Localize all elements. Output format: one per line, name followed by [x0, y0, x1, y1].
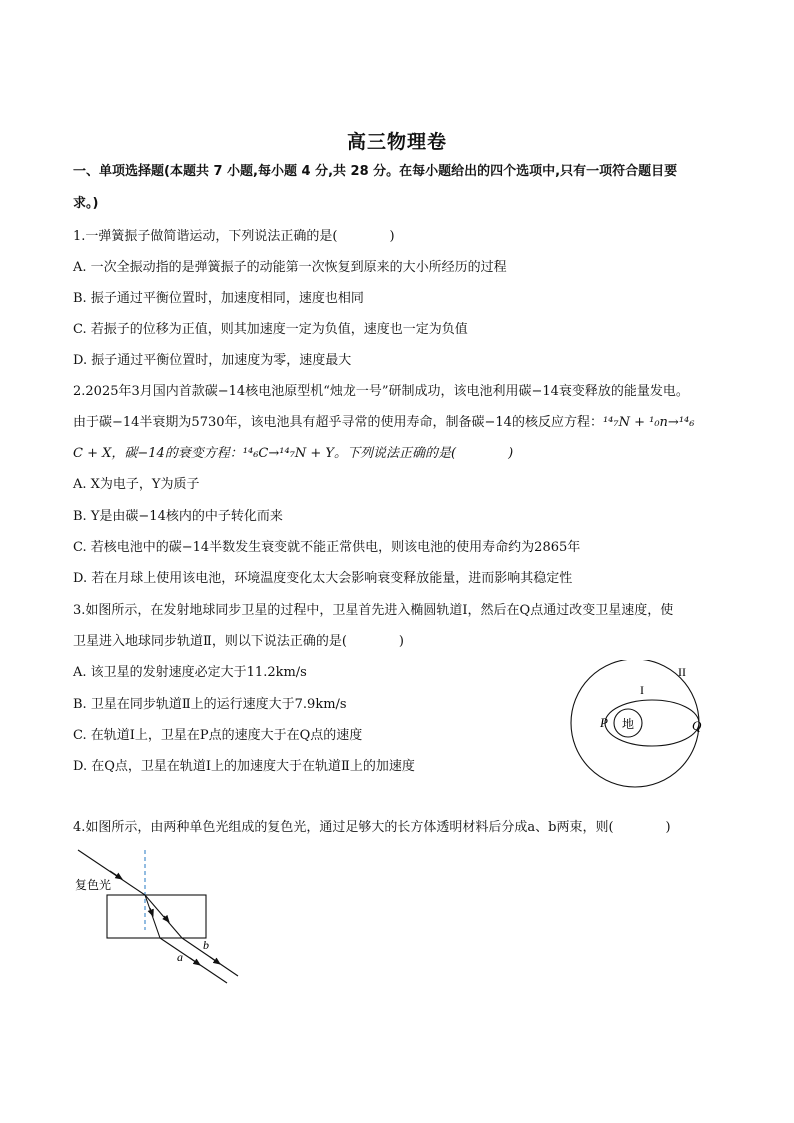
q2-stem-line1: 2.2025年3月国内首款碳−14核电池原型机“烛龙一号”研制成功，该电池利用碳−14衰变释放的能量发电。 [73, 384, 689, 399]
q2-option-b: B. Y是由碳−14核内的中子转化而来 [73, 509, 283, 524]
q2-stem-line2 [73, 414, 694, 432]
q1-option-b: B. 振子通过平衡位置时，加速度相同，速度也相同 [73, 291, 364, 306]
light-label: 复色光 [75, 878, 112, 892]
incident-arrow [110, 871, 122, 879]
page-title: 高三物理卷 [346, 131, 447, 153]
ray-a-inside [145, 895, 160, 938]
q1-option-c: C. 若振子的位移为正值，则其加速度一定为负值，速度也一定为负值 [73, 322, 468, 337]
ray-a-label: a [177, 950, 183, 964]
orbit-i-label: I [640, 683, 644, 697]
q3-stem-line1: 3.如图所示，在发射地球同步卫星的过程中，卫星首先进入椭圆轨道Ⅰ，然后在Q点通过改变卫星速度，使 [73, 603, 674, 618]
q2-stem-line3: C + X，碳−14的衰变方程：¹⁴₆C→¹⁴₇N + Y。下列说法正确的是( ) [73, 446, 514, 461]
glass-block [107, 895, 206, 938]
q3-stem-line2: 卫星进入地球同步轨道Ⅱ，则以下说法正确的是( ) [73, 634, 404, 649]
refraction-figure [70, 845, 250, 990]
q3-option-b: B. 卫星在同步轨道Ⅱ上的运行速度大于7.9km/s [73, 697, 347, 712]
q4-stem: 4.如图所示，由两种单色光组成的复色光，通过足够大的长方体透明材料后分成a、b两束，则( ) [73, 820, 671, 835]
q1-option-d: D. 振子通过平衡位置时，加速度为零，速度最大 [73, 353, 352, 368]
ray-b-label: b [203, 938, 209, 952]
q3-option-c: C. 在轨道Ⅰ上，卫星在P点的速度大于在Q点的速度 [73, 728, 363, 743]
q2-stem-text: 由于碳−14半衰期为5730年，该电池具有超乎寻常的使用寿命，制备碳−14的核反应方程： [73, 415, 603, 430]
ray-b-inside [145, 895, 182, 938]
ray-b-inside-arrow [164, 916, 169, 922]
ray-b-exit-arrow [210, 957, 220, 964]
orbit-ii-circle [571, 660, 699, 787]
q1-option-a: A. 一次全振动指的是弹簧振子的动能第一次恢复到原来的大小所经历的过程 [73, 260, 507, 275]
section-heading-line1: 一、单项选择题(本题共 7 小题,每小题 4 分,共 28 分。在每小题给出的四个选项中,只有一项符合题目要 [73, 164, 678, 179]
point-p-label: P [600, 715, 608, 730]
orbit-i-ellipse [605, 700, 699, 746]
point-q-label: Q [692, 718, 702, 733]
orbit-figure [565, 660, 735, 790]
ray-a-exit-arrow [190, 958, 200, 965]
q3-option-d: D. 在Q点，卫星在轨道Ⅰ上的加速度大于在轨道Ⅱ上的加速度 [73, 759, 415, 774]
q2-option-d: D. 若在月球上使用该电池，环境温度变化太大会影响衰变释放能量，进而影响其稳定性 [73, 571, 573, 586]
section-heading-line2: 求。) [73, 196, 99, 211]
earth-label: 地 [622, 717, 635, 731]
q3-option-a: A. 该卫星的发射速度必定大于11.2km/s [73, 665, 307, 680]
q2-option-c: C. 若核电池中的碳−14半数发生衰变就不能正常供电，则该电池的使用寿命约为2865年 [73, 540, 581, 555]
q2-option-a: A. X为电子，Y为质子 [73, 477, 200, 492]
q2-equation-1: ¹⁴₇N + ¹₀n→¹⁴₆ [602, 415, 695, 430]
q1-stem: 1.一弹簧振子做简谐运动，下列说法正确的是( ) [73, 229, 395, 244]
orbit-ii-label: II [678, 665, 686, 679]
